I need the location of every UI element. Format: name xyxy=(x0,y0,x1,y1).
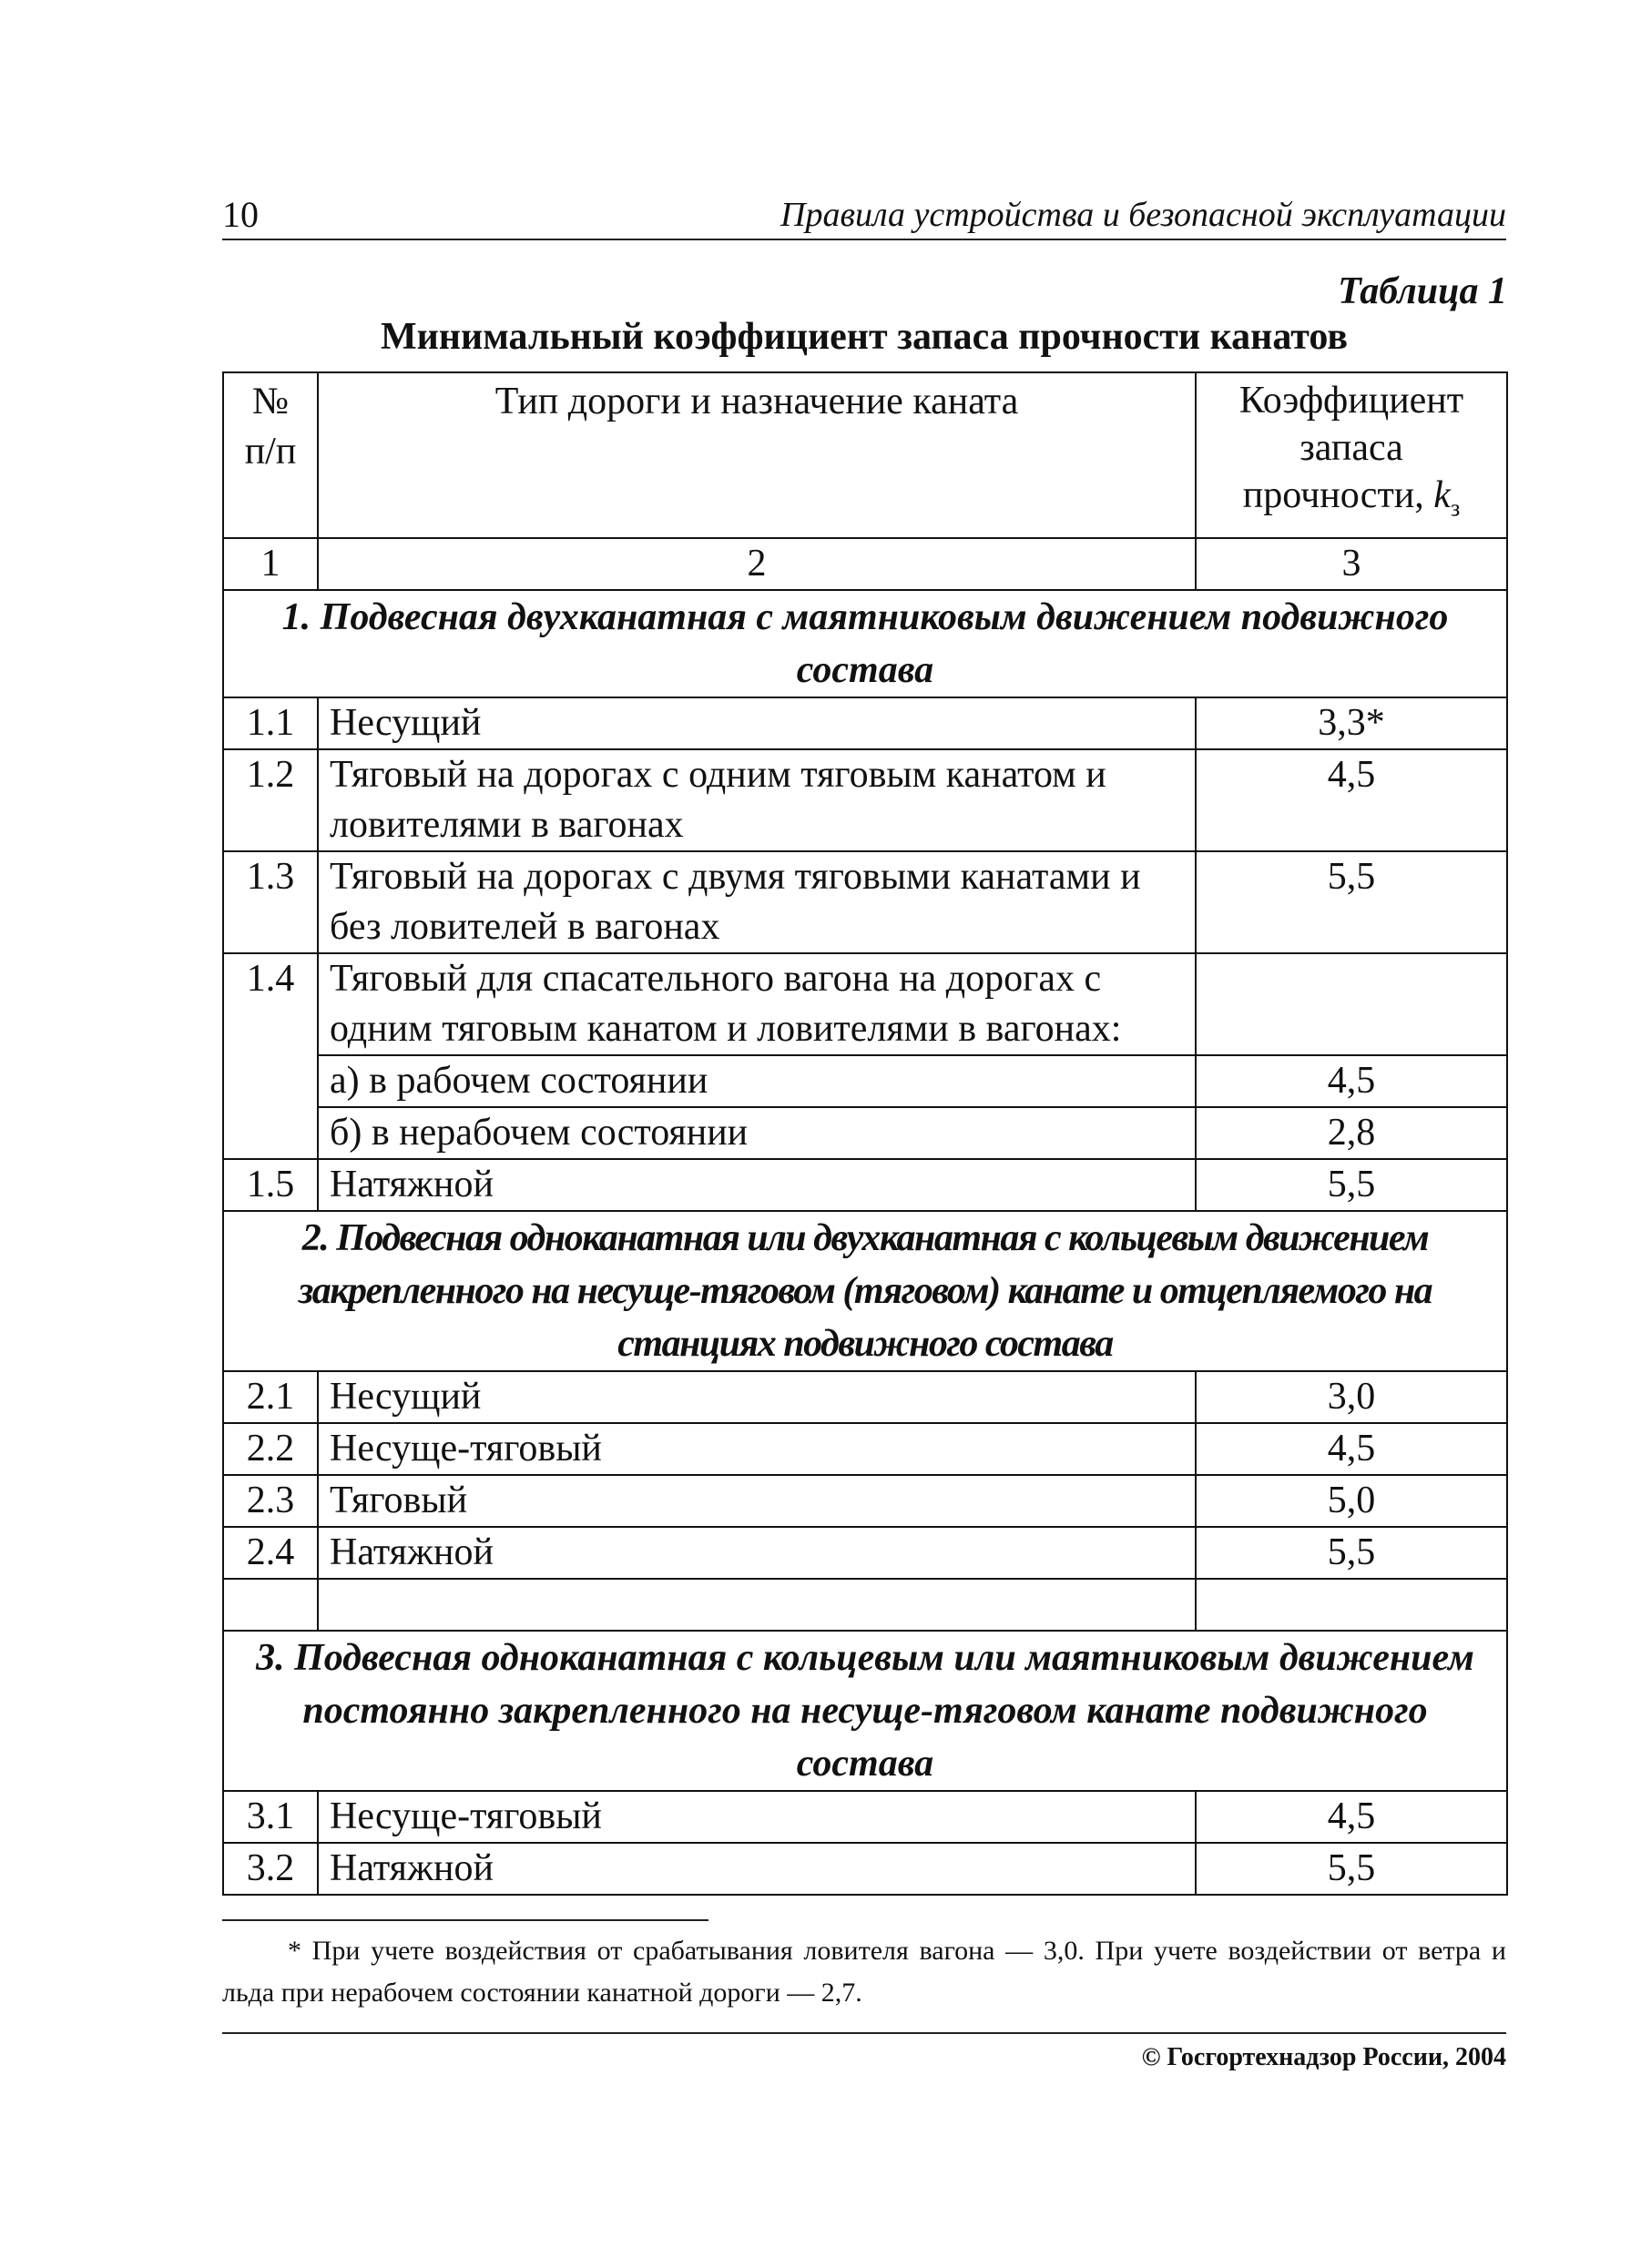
table-row xyxy=(223,1843,1507,1895)
footnote: * При учете воздействия от срабатывания ловителя вагона — 3,0. При учете воздействии от ветра и льда при нерабочем состоянии канатной дороги — 2,7. xyxy=(222,1936,1506,2008)
table-row xyxy=(223,749,1507,851)
column-number: 1 xyxy=(223,538,318,590)
row-value: 4,5 xyxy=(1196,1055,1507,1107)
column-number: 3 xyxy=(1196,538,1507,590)
column-number: 2 xyxy=(318,538,1196,590)
table-row xyxy=(223,851,1507,953)
header-num: № п/п xyxy=(223,372,318,538)
empty-cell xyxy=(223,1579,318,1631)
section-header-row xyxy=(223,590,1507,697)
page-number: 10 xyxy=(222,194,259,235)
row-value: 5,5 xyxy=(1196,1527,1507,1579)
section-title: 1. Подвесная двухканатная с маятниковым движением подвижного состава xyxy=(223,590,1507,697)
row-value: 5,5 xyxy=(1196,1159,1507,1211)
table-row xyxy=(223,1159,1507,1211)
bottom-divider xyxy=(222,2032,1506,2034)
row-value xyxy=(1196,953,1507,1055)
table-header-row xyxy=(223,372,1507,538)
row-num: 2.4 xyxy=(223,1527,318,1579)
row-value: 4,5 xyxy=(1196,1423,1507,1475)
row-text: б) в нерабочем состоянии xyxy=(318,1107,1196,1159)
table-row xyxy=(223,953,1507,1055)
table-row xyxy=(223,1527,1507,1579)
row-text: Тяговый для спасательного вагона на дорогах с одним тяговым канатом и ловителями в вагонах: xyxy=(318,953,1196,1055)
row-num: 1.2 xyxy=(223,749,318,851)
copyright: © Госгортехнадзор России, 2004 xyxy=(1141,2043,1506,2071)
row-text: а) в рабочем состоянии xyxy=(318,1055,1196,1107)
empty-cell xyxy=(1196,1579,1507,1631)
header-coef xyxy=(1196,372,1507,538)
row-num: 1.5 xyxy=(223,1159,318,1211)
row-value: 5,5 xyxy=(1196,1843,1507,1895)
row-value: 4,5 xyxy=(1196,1791,1507,1843)
footnote-divider xyxy=(222,1919,708,1921)
header-type: Тип дороги и назначение каната xyxy=(318,372,1196,538)
header-coef-subscript: з xyxy=(1450,494,1461,522)
header-coef-symbol: k xyxy=(1433,474,1451,516)
table-title: Минимальный коэффициент запаса прочности канатов xyxy=(380,316,1349,358)
row-text: Тяговый на дорогах с двумя тяговыми канатами и без ловителей в вагонах xyxy=(318,851,1196,953)
row-value: 3,0 xyxy=(1196,1371,1507,1423)
row-text: Несуще-тяговый xyxy=(318,1791,1196,1843)
table-label: Таблица 1 xyxy=(1338,270,1507,312)
row-value: 3,3* xyxy=(1196,697,1507,749)
table-row xyxy=(223,1791,1507,1843)
row-num: 2.3 xyxy=(223,1475,318,1527)
section-header-row xyxy=(223,1631,1507,1791)
row-num: 1.4 xyxy=(223,953,318,1159)
header-coef-text: Коэффициент запаса прочности, xyxy=(1238,380,1464,516)
row-num: 3.2 xyxy=(223,1843,318,1895)
page-header xyxy=(222,191,1506,240)
running-title: Правила устройства и безопасной эксплуатации xyxy=(780,196,1506,234)
empty-cell xyxy=(318,1579,1196,1631)
table-row xyxy=(223,1371,1507,1423)
section-title: 3. Подвесная одноканатная с кольцевым или маятниковым движением постоянно закрепленного на несуще-тяговом канате подвижного состава xyxy=(223,1631,1507,1791)
row-text: Натяжной xyxy=(318,1527,1196,1579)
row-num: 1.3 xyxy=(223,851,318,953)
column-numbers-row xyxy=(223,538,1507,590)
row-num: 2.2 xyxy=(223,1423,318,1475)
row-value: 5,5 xyxy=(1196,851,1507,953)
section-header-row xyxy=(223,1211,1507,1371)
row-text: Натяжной xyxy=(318,1159,1196,1211)
row-num: 1.1 xyxy=(223,697,318,749)
table-row xyxy=(223,697,1507,749)
row-text: Несущий xyxy=(318,697,1196,749)
row-value: 2,8 xyxy=(1196,1107,1507,1159)
table-row xyxy=(223,1475,1507,1527)
row-num: 2.1 xyxy=(223,1371,318,1423)
table-row xyxy=(223,1423,1507,1475)
section-title: 2. Подвесная одноканатная или двухканатная с кольцевым движением закрепленного на несуще-тяговом (тяговом) канате и отцепляемого на станциях подвижного состава xyxy=(223,1211,1507,1371)
row-text: Тяговый xyxy=(318,1475,1196,1527)
row-text: Несуще-тяговый xyxy=(318,1423,1196,1475)
empty-row xyxy=(223,1579,1507,1631)
table-subrow xyxy=(223,1107,1507,1159)
safety-factor-table xyxy=(222,371,1508,1896)
row-text: Несущий xyxy=(318,1371,1196,1423)
row-text: Тяговый на дорогах с одним тяговым канатом и ловителями в вагонах xyxy=(318,749,1196,851)
table-subrow xyxy=(223,1055,1507,1107)
row-value: 5,0 xyxy=(1196,1475,1507,1527)
row-value: 4,5 xyxy=(1196,749,1507,851)
row-num: 3.1 xyxy=(223,1791,318,1843)
row-text: Натяжной xyxy=(318,1843,1196,1895)
